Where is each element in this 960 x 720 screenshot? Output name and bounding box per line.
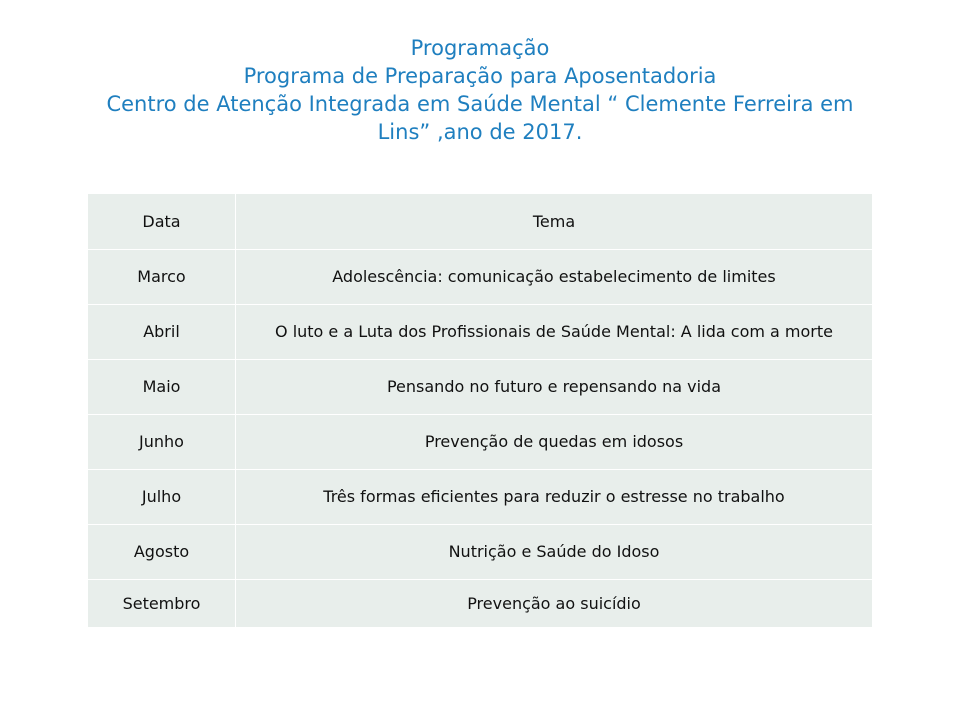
row-month: Setembro [88, 579, 236, 627]
row-month: Abril [88, 304, 236, 359]
row-theme: O luto e a Luta dos Profissionais de Saúde Mental: A lida com a morte [236, 304, 873, 359]
row-month: Marco [88, 249, 236, 304]
title-line-2: Programa de Preparação para Aposentadoria [243, 64, 717, 88]
row-theme: Nutrição e Saúde do Idoso [236, 524, 873, 579]
table-row [88, 524, 872, 579]
schedule-table [88, 194, 872, 627]
header-theme: Tema [236, 194, 873, 249]
table-row [88, 469, 872, 524]
title-line-4: Lins” ,ano de 2017. [377, 120, 583, 144]
row-theme: Pensando no futuro e repensando na vida [236, 359, 873, 414]
row-month: Julho [88, 469, 236, 524]
table-row [88, 249, 872, 304]
table-header-row [88, 194, 872, 249]
row-month: Agosto [88, 524, 236, 579]
row-theme: Prevenção ao suicídio [236, 579, 873, 627]
table-row [88, 414, 872, 469]
row-theme: Três formas eficientes para reduzir o estresse no trabalho [236, 469, 873, 524]
title-line-3: Centro de Atenção Integrada em Saúde Mental “ Clemente Ferreira em [106, 92, 854, 116]
page-title [0, 34, 960, 146]
table-row [88, 304, 872, 359]
row-month: Junho [88, 414, 236, 469]
row-theme: Prevenção de quedas em idosos [236, 414, 873, 469]
row-theme: Adolescência: comunicação estabelecimento de limites [236, 249, 873, 304]
header-date: Data [88, 194, 236, 249]
title-line-1: Programação [410, 36, 550, 60]
table-row [88, 579, 872, 627]
row-month: Maio [88, 359, 236, 414]
table-row [88, 359, 872, 414]
